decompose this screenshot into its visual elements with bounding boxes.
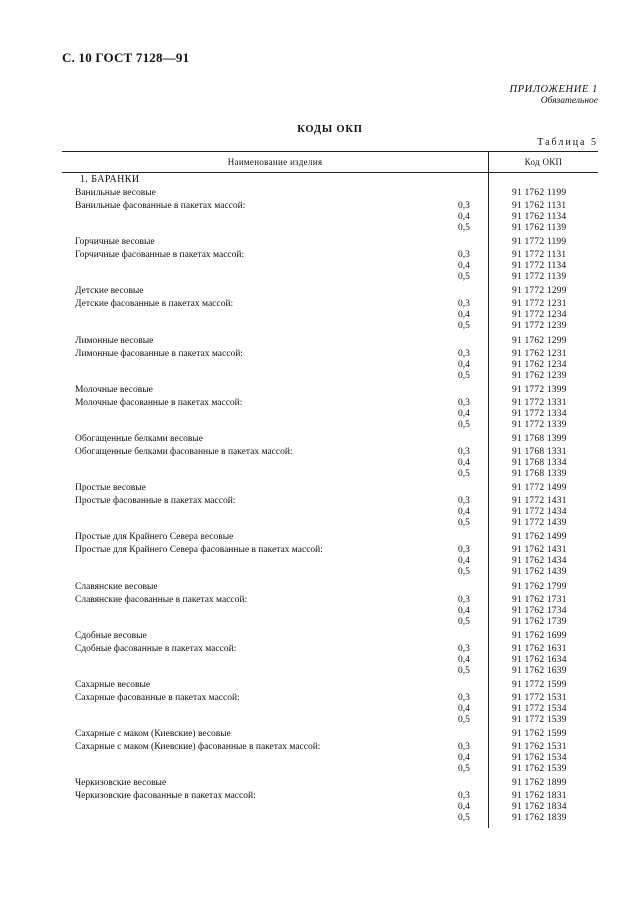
weight-item-code: 91 1762 1899 (512, 778, 567, 789)
packaged-item-code: 91 1772 1434 (512, 507, 567, 518)
packaged-item-code: 91 1772 1539 (512, 714, 567, 725)
packaged-item-code: 91 1762 1131 (512, 201, 567, 211)
package-mass: 0,3 (458, 201, 470, 211)
packaged-item-code: 91 1772 1431 (512, 496, 567, 507)
package-mass: 0,5 (458, 321, 470, 332)
table-top-rule (62, 151, 598, 152)
package-mass: 0,4 (458, 310, 470, 321)
column-header-name: Наименование изделия (227, 157, 323, 167)
package-mass: 0,5 (458, 518, 470, 529)
weight-item-code: 91 1772 1399 (512, 384, 567, 395)
packaged-item-code: 91 1762 1134 (512, 212, 567, 222)
packaged-item-name: Сахарные фасованные в пакетах массой: (75, 692, 240, 703)
weight-item-name: Детские весовые (75, 286, 144, 297)
packaged-item-code: 91 1762 1239 (512, 370, 567, 381)
product-group (62, 778, 598, 827)
weight-item-name: Горчичные весовые (75, 237, 155, 248)
packaged-item-name: Лимонные фасованные в пакетах массой: (75, 348, 243, 359)
product-groups (62, 188, 598, 827)
package-mass: 0,3 (458, 348, 470, 359)
weight-item-code: 91 1772 1499 (512, 483, 567, 494)
appendix-title: ПРИЛОЖЕНИЕ 1 (509, 84, 598, 95)
packaged-item-code: 91 1762 1431 (512, 545, 567, 556)
packaged-item-code: 91 1762 1531 (512, 742, 567, 753)
weight-item-code: 91 1762 1799 (512, 581, 567, 592)
package-mass: 0,3 (458, 545, 470, 556)
packaged-item-code: 91 1762 1831 (512, 791, 567, 802)
package-mass: 0,5 (458, 764, 470, 775)
package-mass: 0,4 (458, 261, 470, 272)
packaged-item-code: 91 1772 1231 (512, 299, 567, 310)
packaged-item-code: 91 1772 1534 (512, 703, 567, 714)
table-header-rule (62, 172, 598, 173)
package-mass: 0,5 (458, 370, 470, 381)
package-mass: 0,5 (458, 616, 470, 627)
packaged-item-code: 91 1772 1531 (512, 692, 567, 703)
weight-item-code: 91 1768 1399 (512, 433, 567, 444)
weight-item-name: Простые для Крайнего Севера весовые (75, 532, 234, 543)
packaged-item-code: 91 1772 1334 (512, 408, 567, 419)
packaged-item-code: 91 1762 1439 (512, 567, 567, 578)
weight-item-name: Славянские весовые (75, 581, 158, 592)
packaged-item-code: 91 1768 1334 (512, 457, 567, 468)
package-mass: 0,3 (458, 791, 470, 802)
package-mass: 0,5 (458, 665, 470, 676)
packaged-item-name: Сдобные фасованные в пакетах массой: (75, 643, 237, 654)
package-mass: 0,5 (458, 419, 470, 430)
product-group (62, 336, 598, 385)
packaged-item-code: 91 1762 1139 (512, 223, 567, 233)
product-group (62, 729, 598, 778)
package-mass: 0,5 (458, 567, 470, 578)
product-group (62, 680, 598, 729)
product-group (62, 483, 598, 532)
packaged-item-code: 91 1768 1339 (512, 468, 567, 479)
package-mass: 0,4 (458, 802, 470, 813)
packaged-item-code: 91 1762 1739 (512, 616, 567, 627)
packaged-item-code: 91 1762 1839 (512, 813, 567, 824)
table-label: Таблица 5 (537, 137, 598, 148)
appendix-subtitle: Обязательное (540, 96, 598, 106)
product-group (62, 582, 598, 631)
packaged-item-code: 91 1762 1834 (512, 802, 567, 813)
packaged-item-code: 91 1762 1231 (512, 348, 567, 359)
packaged-item-name: Детские фасованные в пакетах массой: (75, 299, 234, 310)
package-mass: 0,4 (458, 408, 470, 419)
package-mass: 0,3 (458, 692, 470, 703)
packaged-item-code: 91 1762 1234 (512, 359, 567, 370)
weight-item-name: Обогащенные белками весовые (75, 433, 203, 444)
packaged-item-code: 91 1768 1331 (512, 446, 567, 457)
weight-item-name: Сахарные весовые (75, 679, 151, 690)
package-mass: 0,4 (458, 556, 470, 567)
packaged-item-name: Сахарные с маком (Киевские) фасованные в пакетах массой: (75, 742, 321, 753)
section-title: 1. БАРАНКИ (80, 174, 140, 185)
packaged-item-name: Черкизовские фасованные в пакетах массой: (75, 791, 256, 802)
weight-item-name: Лимонные весовые (75, 335, 154, 346)
product-group (62, 385, 598, 434)
package-mass: 0,3 (458, 496, 470, 507)
packaged-item-code: 91 1762 1731 (512, 594, 567, 605)
weight-item-code: 91 1762 1699 (512, 630, 567, 641)
package-mass: 0,3 (458, 643, 470, 654)
package-mass: 0,4 (458, 507, 470, 518)
packaged-item-code: 91 1762 1639 (512, 665, 567, 676)
package-mass: 0,5 (458, 223, 470, 233)
package-mass: 0,4 (458, 359, 470, 370)
packaged-item-code: 91 1762 1434 (512, 556, 567, 567)
package-mass: 0,5 (458, 714, 470, 725)
packaged-item-code: 91 1772 1239 (512, 321, 567, 332)
weight-item-code: 91 1772 1599 (512, 679, 567, 690)
packaged-item-code: 91 1772 1439 (512, 518, 567, 529)
package-mass: 0,4 (458, 703, 470, 714)
weight-item-name: Простые весовые (75, 483, 146, 494)
page-header: С. 10 ГОСТ 7128—91 (62, 50, 190, 65)
document-title: КОДЫ ОКП (297, 124, 363, 135)
weight-item-name: Молочные весовые (75, 384, 153, 395)
package-mass: 0,3 (458, 250, 470, 261)
packaged-item-name: Славянские фасованные в пакетах массой: (75, 594, 248, 605)
packaged-item-name: Простые фасованные в пакетах массой: (75, 496, 236, 507)
product-group (62, 237, 598, 286)
packaged-item-code: 91 1772 1234 (512, 310, 567, 321)
packaged-item-code: 91 1772 1339 (512, 419, 567, 430)
package-mass: 0,4 (458, 654, 470, 665)
package-mass: 0,4 (458, 457, 470, 468)
weight-item-name: Сдобные весовые (75, 630, 147, 641)
package-mass: 0,3 (458, 446, 470, 457)
weight-item-code: 91 1772 1299 (512, 286, 567, 297)
packaged-item-code: 91 1762 1734 (512, 605, 567, 616)
appendix-block (509, 84, 598, 106)
weight-item-code: 91 1762 1199 (512, 188, 567, 198)
packaged-item-name: Обогащенные белками фасованные в пакетах массой: (75, 446, 293, 457)
package-mass: 0,3 (458, 594, 470, 605)
package-mass: 0,5 (458, 272, 470, 283)
packaged-item-code: 91 1762 1539 (512, 764, 567, 775)
package-mass: 0,4 (458, 212, 470, 222)
package-mass: 0,3 (458, 742, 470, 753)
package-mass: 0,5 (458, 813, 470, 824)
packaged-item-name: Молочные фасованные в пакетах массой: (75, 397, 243, 408)
product-group (62, 286, 598, 335)
packaged-item-code: 91 1772 1134 (512, 261, 567, 272)
okp-codes-table (62, 151, 598, 828)
column-header-code: Код ОКП (524, 157, 563, 167)
packaged-item-code: 91 1772 1139 (512, 272, 567, 283)
packaged-item-name: Простые для Крайнего Севера фасованные в пакетах массой: (75, 545, 323, 556)
packaged-item-name: Ванильные фасованные в пакетах массой: (75, 201, 246, 211)
weight-item-code: 91 1762 1599 (512, 729, 567, 740)
weight-item-code: 91 1772 1199 (512, 237, 567, 248)
packaged-item-code: 91 1762 1631 (512, 643, 567, 654)
packaged-item-name: Горчичные фасованные в пакетах массой: (75, 250, 245, 261)
package-mass: 0,4 (458, 753, 470, 764)
product-group (62, 434, 598, 483)
weight-item-name: Ванильные весовые (75, 188, 156, 198)
product-group (62, 532, 598, 581)
package-mass: 0,5 (458, 468, 470, 479)
weight-item-code: 91 1762 1499 (512, 532, 567, 543)
package-mass: 0,3 (458, 299, 470, 310)
product-group (62, 631, 598, 680)
packaged-item-code: 91 1772 1131 (512, 250, 567, 261)
weight-item-name: Черкизовские весовые (75, 778, 167, 789)
packaged-item-code: 91 1762 1634 (512, 654, 567, 665)
packaged-item-code: 91 1772 1331 (512, 397, 567, 408)
weight-item-name: Сахарные с маком (Киевские) весовые (75, 729, 231, 740)
package-mass: 0,4 (458, 605, 470, 616)
packaged-item-code: 91 1762 1534 (512, 753, 567, 764)
package-mass: 0,3 (458, 397, 470, 408)
product-group (62, 188, 598, 237)
weight-item-code: 91 1762 1299 (512, 335, 567, 346)
